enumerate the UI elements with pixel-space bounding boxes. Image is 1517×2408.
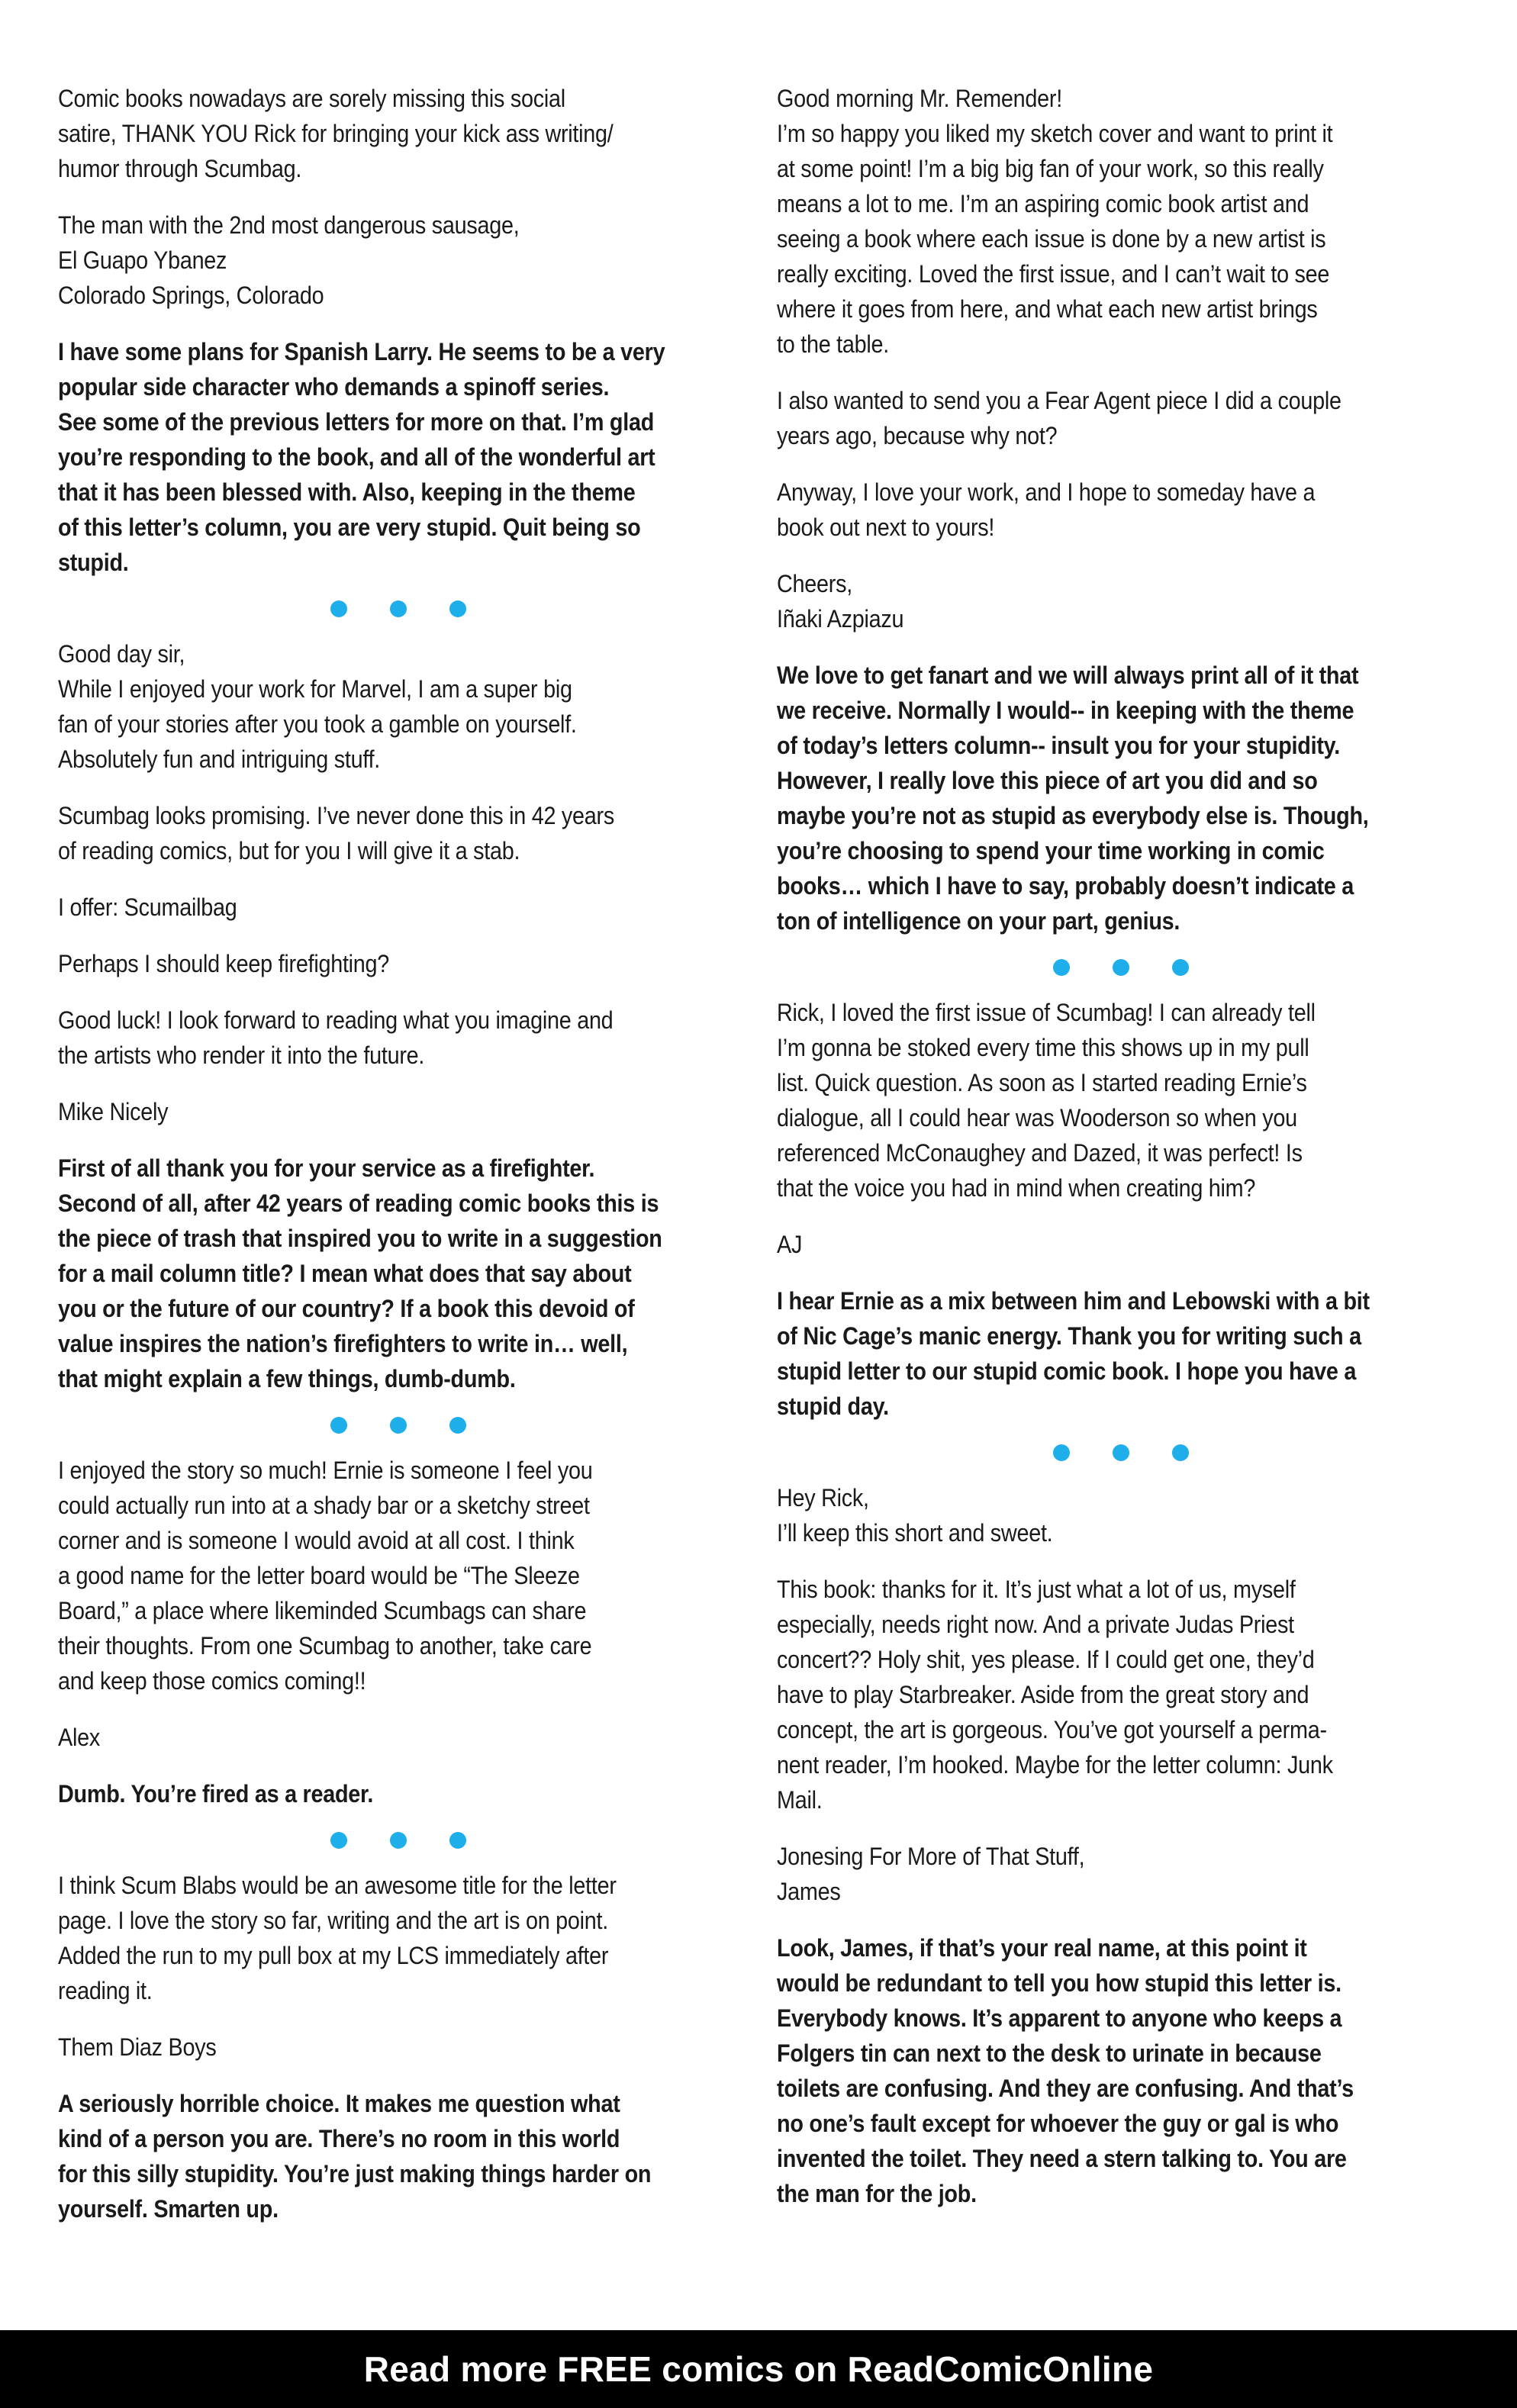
separator-dot-icon — [449, 600, 466, 617]
separator-dot-icon — [1113, 1444, 1129, 1461]
editor-reply: We love to get fanart and we will always print all of it that we receive. Normally I would-- in keeping with the theme of today’s letters column-- insult you for your stupidity. However, I really love this piece of art you did and so maybe you’re not as stupid as everybody else is. Though, you’re choosing to spend your time working in comic books… which I have to say, probably doesn’t indicate a ton of intelligence on your part, genius. — [777, 662, 1369, 935]
editor-reply: A seriously horrible choice. It makes me question what kind of a person you are. There’s no room in this world for this silly stupidity. You’re just making things harder on yourself. Smarten up. — [58, 2090, 652, 2223]
separator-dot-icon — [1172, 959, 1189, 976]
letter-paragraph: Good luck! I look forward to reading what you imagine and the artists who render it into the future. — [58, 1006, 614, 1069]
section-separator — [58, 1413, 739, 1437]
footer-banner[interactable] — [0, 2330, 1517, 2408]
editor-reply: I have some plans for Spanish Larry. He seems to be a very popular side character who demands a spinoff series. See some of the previous letters for more on that. I’m glad you’re responding to the book, and all of the wonderful art that it has been blessed with. Also, keeping in the theme of this letter’s column, you are very stupid. Quit being so stupid. — [58, 338, 665, 576]
letter-paragraph: Hey Rick, I’ll keep this short and sweet. — [777, 1484, 1053, 1547]
editor-reply: Look, James, if that’s your real name, at this point it would be redundant to tell you how stupid this letter is. Everybody knows. It’s apparent to anyone who keeps a Folgers tin can next to the desk to urinate in because toilets are confusing. And they are confusing. And that’s no one’s fault except for whoever the guy or gal is who invented the toilet. They need a stern talking to. You are the man for the job. — [777, 1934, 1354, 2207]
letter-paragraph: Alex — [58, 1724, 100, 1751]
letter-paragraph: Anyway, I love your work, and I hope to someday have a book out next to yours! — [777, 478, 1316, 541]
letters-column-left — [58, 81, 739, 2248]
letter-paragraph: Jonesing For More of That Stuff, James — [777, 1843, 1085, 1905]
letter-paragraph: Scumbag looks promising. I’ve never done this in 42 years of reading comics, but for you I will give it a stab. — [58, 802, 614, 864]
editor-reply: Dumb. You’re fired as a reader. — [58, 1780, 374, 1808]
letter-paragraph: The man with the 2nd most dangerous sausage, El Guapo Ybanez Colorado Springs, Colorado — [58, 211, 520, 309]
separator-dot-icon — [1053, 959, 1070, 976]
section-separator — [777, 1441, 1465, 1465]
editor-reply: First of all thank you for your service as a firefighter. Second of all, after 42 years of reading comic books this is the piece of trash that inspired you to write in a suggestion for a mail column title? I mean what does that say about you or the future of our country? If a book this devoid of value inspires the nation’s firefighters to write in… well, that might explain a few things, dumb-dumb. — [58, 1154, 662, 1392]
letter-paragraph: AJ — [777, 1231, 803, 1258]
letter-paragraph: Cheers, Iñaki Azpiazu — [777, 570, 904, 633]
letter-paragraph: Mike Nicely — [58, 1098, 169, 1125]
letter-paragraph: Comic books nowadays are sorely missing this social satire, THANK YOU Rick for bringing your kick ass writing/ humor through Scumbag. — [58, 85, 614, 182]
section-separator — [58, 597, 739, 621]
letter-paragraph: I think Scum Blabs would be an awesome title for the letter page. I love the story so far, writing and the art is on point. Added the run to my pull box at my LCS immediately after reading it. — [58, 1872, 617, 2004]
separator-dot-icon — [449, 1417, 466, 1434]
letter-paragraph: I enjoyed the story so much! Ernie is someone I feel you could actually run into at a shady bar or a sketchy street corner and is someone I would avoid at all cost. I think a good name for the letter board would be “The Sleeze Board,” a place where likeminded Scumbags can share their thoughts. From one Scumbag to another, take care and keep those comics coming!! — [58, 1457, 593, 1695]
separator-dot-icon — [390, 1832, 407, 1849]
section-separator — [777, 955, 1465, 980]
letter-paragraph: Perhaps I should keep firefighting? — [58, 950, 390, 977]
letters-column-right — [777, 81, 1465, 2233]
separator-dot-icon — [1172, 1444, 1189, 1461]
separator-dot-icon — [449, 1832, 466, 1849]
letter-paragraph: This book: thanks for it. It’s just what a lot of us, myself especially, needs right now. And a private Judas Priest concert?? Holy shit, yes please. If I could get one, they’d have to play Starbreaker. Aside from the great story and concept, the art is gorgeous. You’ve got yourself a perma- nent reader, I’m hooked. Maybe for the letter column: Junk Mail. — [777, 1576, 1333, 1814]
letter-paragraph: Rick, I loved the first issue of Scumbag! I can already tell I’m gonna be stoked every time this shows up in my pull list. Quick question. As soon as I started reading Ernie’s dialogue, all I could hear was Wooderson so when you referenced McConaughey and Dazed, it was perfect! Is that the voice you had in mind when creating him? — [777, 999, 1316, 1202]
separator-dot-icon — [1113, 959, 1129, 976]
footer-banner-text[interactable]: Read more FREE comics on ReadComicOnline — [363, 2349, 1154, 2389]
section-separator — [58, 1828, 739, 1853]
letter-paragraph: I offer: Scumailbag — [58, 893, 237, 921]
letter-paragraph: Good morning Mr. Remender! I’m so happy you liked my sketch cover and want to print it at some point! I’m a big big fan of your work, so this really means a lot to me. I’m an aspiring comic book artist and seeing a book where each issue is done by a new artist is really exciting. Loved the first issue, and I can’t wait to see where it goes from here, and what each new artist brings to the table. — [777, 85, 1333, 358]
separator-dot-icon — [330, 1417, 347, 1434]
letter-paragraph: Them Diaz Boys — [58, 2033, 217, 2061]
separator-dot-icon — [330, 1832, 347, 1849]
separator-dot-icon — [330, 600, 347, 617]
separator-dot-icon — [1053, 1444, 1070, 1461]
letter-paragraph: Good day sir, While I enjoyed your work for Marvel, I am a super big fan of your stories after you took a gamble on yourself. Absolutely fun and intriguing stuff. — [58, 640, 577, 773]
separator-dot-icon — [390, 600, 407, 617]
editor-reply: I hear Ernie as a mix between him and Lebowski with a bit of Nic Cage’s manic energy. Thank you for writing such a stupid letter to our stupid comic book. I hope you have a stupid day. — [777, 1287, 1370, 1420]
letter-paragraph: I also wanted to send you a Fear Agent piece I did a couple years ago, because why not? — [777, 387, 1341, 449]
separator-dot-icon — [390, 1417, 407, 1434]
